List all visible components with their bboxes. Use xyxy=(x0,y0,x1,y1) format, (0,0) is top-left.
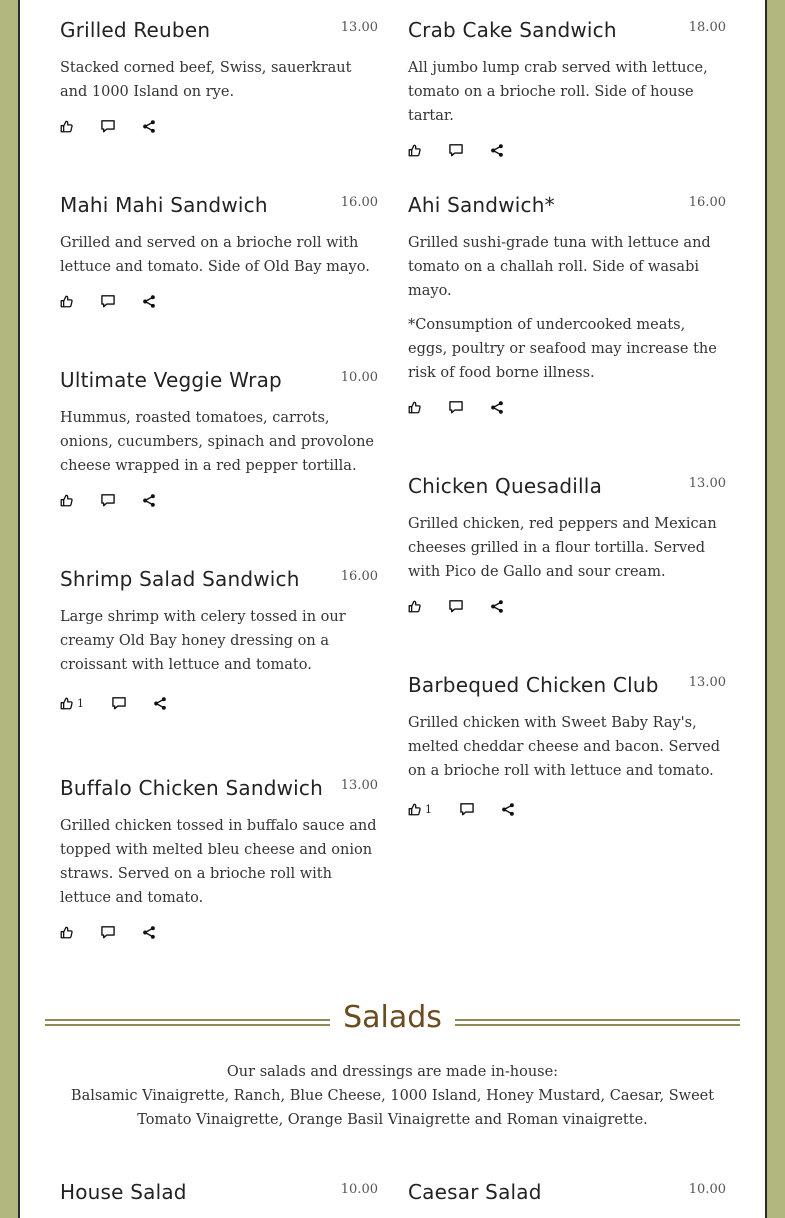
item-actions xyxy=(60,693,378,713)
menu-item-house-salad xyxy=(60,1180,378,1210)
menu-item-mahi-mahi-sandwich xyxy=(60,193,378,311)
item-price: 13.00 xyxy=(340,778,378,793)
comment-button[interactable] xyxy=(449,144,463,157)
like-button[interactable] xyxy=(60,926,73,939)
menu-item-ahi-sandwich xyxy=(408,193,726,417)
item-actions xyxy=(60,291,378,311)
share-icon xyxy=(502,803,514,816)
like-count: 1 xyxy=(425,802,432,816)
item-price: 16.00 xyxy=(340,195,378,210)
menu-item-barbequed-chicken-club xyxy=(408,673,726,819)
item-price: 10.00 xyxy=(340,1182,378,1197)
item-price: 13.00 xyxy=(688,675,726,690)
item-name: Shrimp Salad Sandwich xyxy=(60,567,300,591)
item-price: 16.00 xyxy=(688,195,726,210)
share-icon xyxy=(154,697,166,710)
item-description: All jumbo lump crab served with lettuce, tomato on a brioche roll. Side of house tartar. xyxy=(408,60,708,124)
item-price: 18.00 xyxy=(688,20,726,35)
share-icon xyxy=(143,295,155,308)
like-button[interactable] xyxy=(408,600,421,613)
share-button[interactable] xyxy=(491,401,503,414)
menu-item-buffalo-chicken-sandwich xyxy=(60,776,378,942)
comment-button[interactable] xyxy=(112,697,126,710)
item-consumption-note: *Consumption of undercooked meats, eggs, poultry or seafood may increase the risk of food borne illness. xyxy=(408,317,717,381)
like-icon xyxy=(60,926,73,939)
comment-button[interactable] xyxy=(449,401,463,414)
share-button[interactable] xyxy=(143,295,155,308)
item-name: House Salad xyxy=(60,1180,187,1204)
share-button[interactable] xyxy=(143,926,155,939)
menu-item-chicken-quesadilla xyxy=(408,474,726,616)
item-description: Grilled and served on a brioche roll with lettuce and tomato. Side of Old Bay mayo. xyxy=(60,235,370,275)
item-name: Grilled Reuben xyxy=(60,18,211,42)
like-button[interactable] xyxy=(408,401,421,414)
like-button[interactable] xyxy=(408,144,421,157)
salads-intro xyxy=(50,1060,735,1132)
item-actions xyxy=(408,140,726,160)
comment-button[interactable] xyxy=(460,803,474,816)
menu-item-ultimate-veggie-wrap xyxy=(60,368,378,510)
like-count: 1 xyxy=(77,696,84,710)
comment-button[interactable] xyxy=(101,494,115,507)
comment-icon xyxy=(101,120,115,133)
item-description: Grilled sushi-grade tuna with lettuce and tomato on a challah roll. Side of wasabi mayo. xyxy=(408,235,711,299)
comment-button[interactable] xyxy=(101,120,115,133)
share-icon xyxy=(143,120,155,133)
comment-button[interactable] xyxy=(101,926,115,939)
like-button[interactable] xyxy=(408,803,432,816)
item-description: Large shrimp with celery tossed in our creamy Old Bay honey dressing on a croissant with lettuce and tomato. xyxy=(60,609,346,673)
section-title-salads: Salads xyxy=(343,1000,442,1035)
item-description: Hummus, roasted tomatoes, carrots, onions, cucumbers, spinach and provolone cheese wrapped in a red pepper tortilla. xyxy=(60,410,374,474)
comment-icon xyxy=(101,926,115,939)
menu-item-grilled-reuben xyxy=(60,18,378,136)
share-button[interactable] xyxy=(154,697,166,710)
item-price: 16.00 xyxy=(340,569,378,584)
item-name: Buffalo Chicken Sandwich xyxy=(60,776,323,800)
comment-icon xyxy=(449,401,463,414)
like-icon xyxy=(60,494,73,507)
item-description: Grilled chicken, red peppers and Mexican cheeses grilled in a flour tortilla. Served with Pico de Gallo and sour cream. xyxy=(408,516,717,580)
item-actions xyxy=(408,397,726,417)
like-icon xyxy=(60,120,73,133)
item-name: Crab Cake Sandwich xyxy=(408,18,617,42)
share-icon xyxy=(491,144,503,157)
share-icon xyxy=(491,401,503,414)
comment-icon xyxy=(101,494,115,507)
share-button[interactable] xyxy=(491,600,503,613)
like-button[interactable] xyxy=(60,120,73,133)
like-icon xyxy=(408,803,421,816)
item-name: Ahi Sandwich* xyxy=(408,193,555,217)
item-description: Stacked corned beef, Swiss, sauerkraut and 1000 Island on rye. xyxy=(60,60,352,100)
item-price: 13.00 xyxy=(688,476,726,491)
like-icon xyxy=(60,295,73,308)
item-description: Grilled chicken with Sweet Baby Ray's, melted cheddar cheese and bacon. Served on a brioche roll with lettuce and tomato. xyxy=(408,715,721,779)
like-icon xyxy=(408,401,421,414)
menu-item-caesar-salad xyxy=(408,1180,726,1210)
comment-icon xyxy=(101,295,115,308)
item-actions xyxy=(60,490,378,510)
comment-icon xyxy=(449,144,463,157)
salads-intro-line1: Our salads and dressings are made in-house: xyxy=(226,1064,559,1080)
item-actions xyxy=(408,799,726,819)
item-actions xyxy=(60,116,378,136)
item-name: Mahi Mahi Sandwich xyxy=(60,193,268,217)
menu-item-crab-cake-sandwich xyxy=(408,18,726,160)
comment-button[interactable] xyxy=(101,295,115,308)
like-icon xyxy=(408,600,421,613)
share-icon xyxy=(491,600,503,613)
item-name: Caesar Salad xyxy=(408,1180,542,1204)
share-icon xyxy=(143,494,155,507)
item-price: 13.00 xyxy=(340,20,378,35)
item-name: Chicken Quesadilla xyxy=(408,474,603,498)
share-button[interactable] xyxy=(143,494,155,507)
comment-icon xyxy=(460,803,474,816)
menu-item-shrimp-salad-sandwich xyxy=(60,567,378,713)
comment-icon xyxy=(449,600,463,613)
item-description: Grilled chicken tossed in buffalo sauce and topped with melted bleu cheese and onion straws. Served on a brioche roll with lettuce and tomato. xyxy=(60,818,377,906)
share-button[interactable] xyxy=(502,803,514,816)
like-button[interactable] xyxy=(60,494,73,507)
share-button[interactable] xyxy=(143,120,155,133)
like-icon xyxy=(60,697,73,710)
item-price: 10.00 xyxy=(340,370,378,385)
item-price: 10.00 xyxy=(688,1182,726,1197)
item-name: Ultimate Veggie Wrap xyxy=(60,368,282,392)
item-actions xyxy=(60,922,378,942)
comment-icon xyxy=(112,697,126,710)
like-button[interactable] xyxy=(60,697,84,710)
comment-button[interactable] xyxy=(449,600,463,613)
like-icon xyxy=(408,144,421,157)
share-icon xyxy=(143,926,155,939)
item-actions xyxy=(408,596,726,616)
share-button[interactable] xyxy=(491,144,503,157)
salads-dressings-list: Balsamic Vinaigrette, Ranch, Blue Cheese, 1000 Island, Honey Mustard, Caesar, Sweet Tomato Vinaigrette, Orange Basil Vinaigrette and Roman vinaigrette. xyxy=(70,1088,715,1128)
item-name: Barbequed Chicken Club xyxy=(408,673,659,697)
like-button[interactable] xyxy=(60,295,73,308)
